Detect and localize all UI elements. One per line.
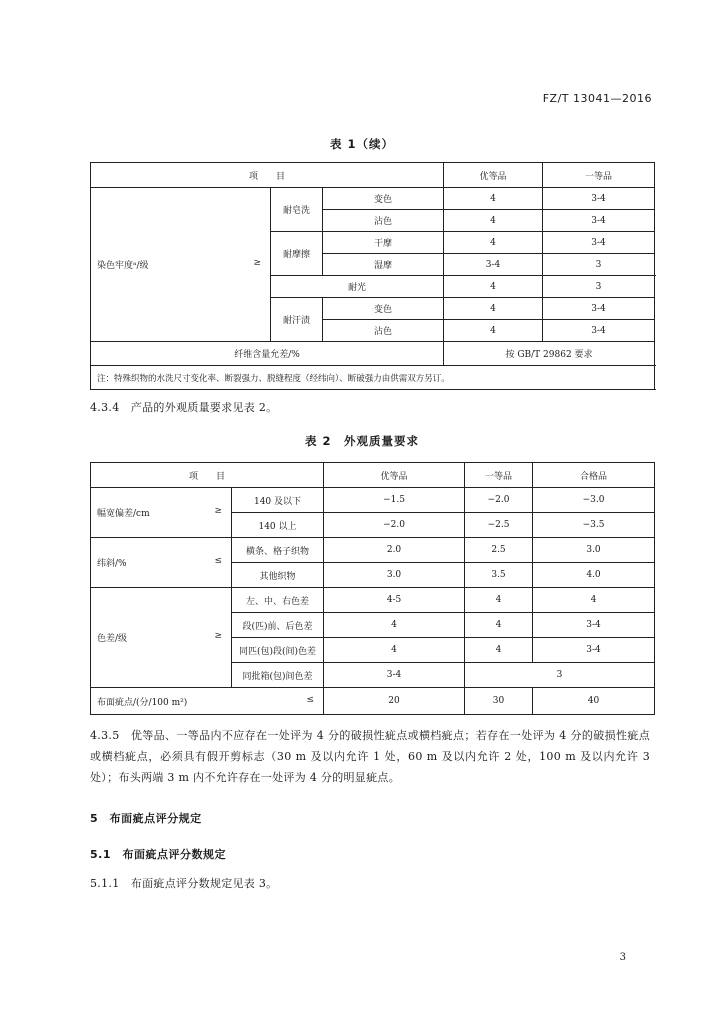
table-cell: 4 [444, 298, 543, 320]
table-row [91, 342, 655, 366]
rub-label: 耐摩擦 [271, 232, 323, 276]
table-cell: 3-4 [543, 232, 655, 254]
sweat-change-sub: 变色 [323, 298, 444, 320]
le-symbol: ≤ [214, 556, 222, 566]
table-cell: 3-4 [543, 298, 655, 320]
table-cell: 3-4 [324, 663, 465, 688]
paragraph-5-1-1: 5.1.1 布面疵点评分数规定见表 3。 [90, 877, 278, 890]
table-row [91, 488, 655, 513]
sweat-stain-sub: 沾色 [323, 320, 444, 342]
rub-wet-sub: 湿摩 [323, 254, 444, 276]
rub-dry-sub: 干摩 [323, 232, 444, 254]
table-cell: −2.5 [465, 513, 533, 538]
table-cell: 4 [465, 638, 533, 663]
color-sub-3: 同匹(包)段(间)色差 [232, 638, 324, 663]
table2-header-excellent: 优等品 [324, 463, 465, 488]
table-cell: 4 [444, 232, 543, 254]
ge-symbol: ≥ [253, 258, 261, 268]
table-row [91, 366, 655, 390]
table-cell: 4 [444, 276, 543, 298]
table-cell: −3.5 [533, 513, 655, 538]
table2-caption: 表 2 外观质量要求 [304, 434, 419, 448]
ge-symbol: ≥ [214, 631, 222, 641]
weft-skew-label [91, 538, 232, 588]
table-cell: 3 [465, 663, 655, 688]
table-cell: 3 [543, 276, 655, 298]
table-cell: 4 [444, 188, 543, 210]
light-label: 耐光 [271, 276, 444, 298]
skew-label-text: 纬斜/% [97, 559, 127, 569]
table1-header-item: 项 目 [91, 163, 444, 188]
table1-group-label [91, 188, 271, 342]
table-cell: 20 [324, 688, 465, 715]
table-cell: 3-4 [444, 254, 543, 276]
skew-sub-2: 其他织物 [232, 563, 324, 588]
table-cell: 2.0 [324, 538, 465, 563]
paragraph-4-3-4: 4.3.4 产品的外观质量要求见表 2。 [90, 401, 278, 414]
color-diff-label [91, 588, 232, 688]
table-cell: 4 [465, 588, 533, 613]
section-5-heading: 5 布面疵点评分规定 [90, 812, 202, 825]
table1-header-row [91, 163, 655, 188]
soap-stain-sub: 沾色 [323, 210, 444, 232]
table-cell: 4.0 [533, 563, 655, 588]
color-label-text: 色差/级 [97, 634, 128, 644]
table2-header-item: 项 目 [91, 463, 324, 488]
table-cell: 3.0 [533, 538, 655, 563]
fiber-label: 纤维含量允差/% [91, 342, 444, 366]
sweat-label: 耐汗渍 [271, 298, 323, 342]
section-5-1-heading: 5.1 布面疵点评分数规定 [90, 848, 226, 861]
le-symbol: ≤ [306, 694, 315, 705]
table-cell: 3 [543, 254, 655, 276]
color-sub-2: 段(匹)前、后色差 [232, 613, 324, 638]
table-cell: 4 [324, 613, 465, 638]
table-cell: −1.5 [324, 488, 465, 513]
color-sub-4: 同批箱(包)间色差 [232, 663, 324, 688]
table2-header-qualified: 合格品 [533, 463, 655, 488]
fiber-value: 按 GB/T 29862 要求 [444, 342, 655, 366]
skew-sub-1: 横条、格子织物 [232, 538, 324, 563]
page-number: 3 [619, 952, 626, 963]
table2-header-first: 一等品 [465, 463, 533, 488]
table1 [90, 162, 655, 390]
table-cell: 40 [533, 688, 655, 715]
table-cell: 3.0 [324, 563, 465, 588]
table-cell: 4 [324, 638, 465, 663]
soap-change-sub: 变色 [323, 188, 444, 210]
ge-symbol: ≥ [214, 506, 222, 516]
table-cell: 4-5 [324, 588, 465, 613]
table1-header-excellent: 优等品 [444, 163, 543, 188]
table-row [91, 588, 655, 613]
table-cell: 4 [533, 588, 655, 613]
width-sub-1: 140 及以下 [232, 488, 324, 513]
table-cell: −3.0 [533, 488, 655, 513]
table-cell: 3-4 [543, 320, 655, 342]
width-deviation-label [91, 488, 232, 538]
colorfastness-label: 染色牢度ᵃ/级 [97, 261, 149, 271]
soap-label: 耐皂洗 [271, 188, 323, 232]
table-cell: 2.5 [465, 538, 533, 563]
table-row [91, 538, 655, 563]
table-cell: 3-4 [543, 210, 655, 232]
table2 [90, 462, 655, 715]
table-row [91, 188, 655, 210]
width-label-text: 幅宽偏差/cm [97, 509, 150, 519]
table-cell: 4 [465, 613, 533, 638]
table1-header-first: 一等品 [543, 163, 655, 188]
paragraph-4-3-5: 4.3.5 优等品、一等品内不应存在一处评为 4 分的破损性疵点或横档疵点；若存在一处评为 4 分的破损性疵点或横档疵点，必须具有假开剪标志（30 m 及以内允许 1 处，60 m 及以内允许 2 处，100 m 及以内允许 3 处）；布头两端 3 m 内不允许存在一处评为 4 分的明显疵点。 [90, 729, 650, 784]
color-sub-1: 左、中、右色差 [232, 588, 324, 613]
table-cell: 3-4 [533, 638, 655, 663]
defect-label [91, 688, 324, 715]
table-cell: −2.0 [465, 488, 533, 513]
table-cell: 4 [444, 320, 543, 342]
table1-note: 注：特殊织物的水洗尺寸变化率、断裂强力、脱缝程度（经纬向）、断破强力由供需双方另订。 [91, 366, 655, 390]
table-cell: 30 [465, 688, 533, 715]
width-sub-2: 140 以上 [232, 513, 324, 538]
table-row [91, 688, 655, 715]
table-cell: 3.5 [465, 563, 533, 588]
table2-header-row [91, 463, 655, 488]
table-cell: 4 [444, 210, 543, 232]
table-cell: −2.0 [324, 513, 465, 538]
table-cell: 3-4 [543, 188, 655, 210]
standard-number: FZ/T 13041—2016 [542, 92, 652, 105]
table1-caption: 表 1（续） [329, 137, 394, 151]
defect-label-text: 布面疵点/(分/100 m²) [97, 697, 188, 708]
table-cell: 3-4 [533, 613, 655, 638]
